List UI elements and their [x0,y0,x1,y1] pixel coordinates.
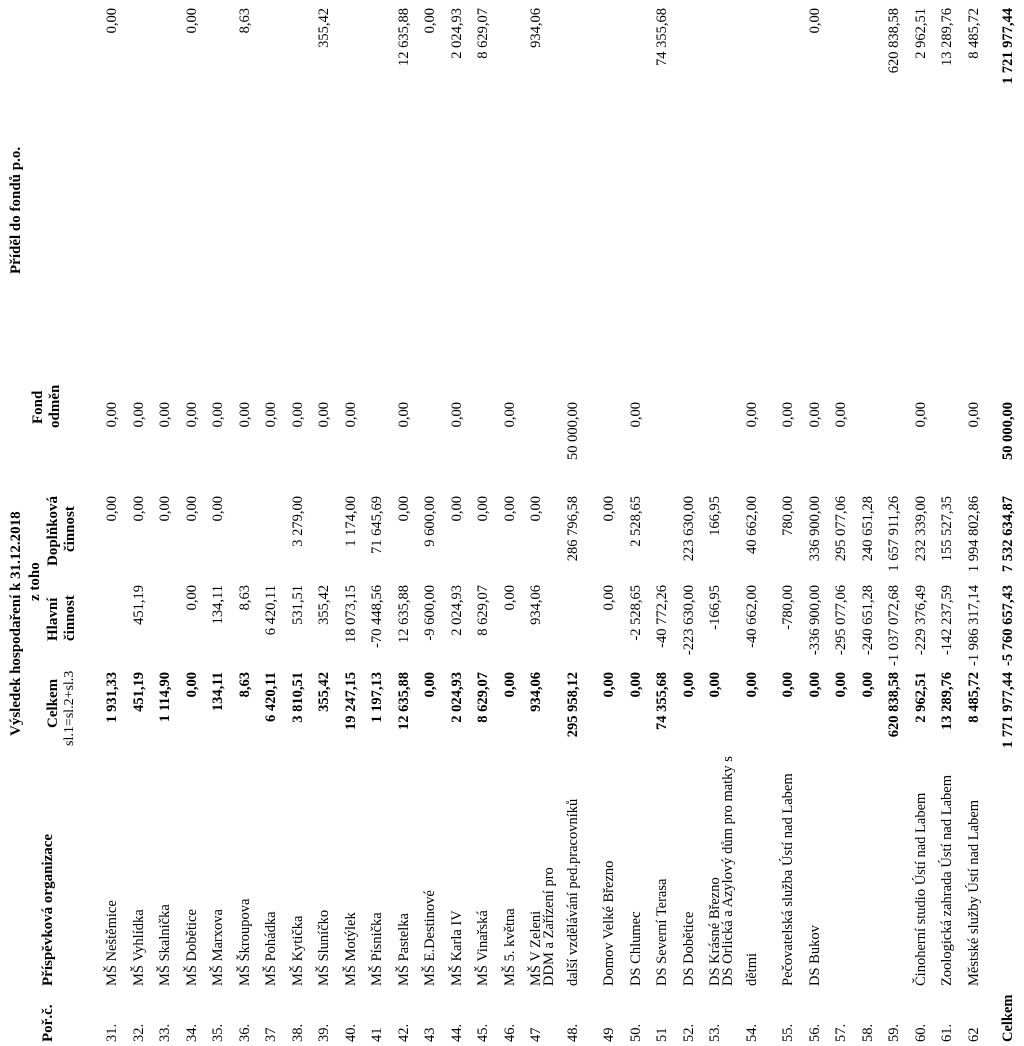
totals-total: 1 771 977,44 [1000,672,1016,749]
row-fund-allocation: 0,00 [806,8,823,34]
row-number: 61. [939,1023,955,1042]
row-number: 46. [501,1023,518,1042]
row-main-activity: 355,42 [316,585,332,625]
col-group-label: z toho [27,562,43,601]
row-side-activity: 240 651,28 [859,496,876,562]
row-organization: Pečovatelská služba Ústí nad Labem [780,773,796,986]
row-number: 58. [859,1023,876,1042]
row-side-activity: 336 900,00 [806,496,823,562]
row-fund-allocation: 355,42 [316,8,332,48]
row-side-activity: 0,00 [210,496,226,522]
row-side-activity: 0,00 [183,496,200,522]
row-side-activity: 2 528,65 [627,496,644,547]
row-total: 934,06 [528,672,544,712]
row-main-activity: 12 635,88 [395,585,412,643]
row-number: 42. [395,1023,412,1042]
row-organization: MŠ Sluníčko [316,909,332,986]
row-main-activity: -295 077,06 [833,585,849,656]
row-reward-fund: 0,00 [130,402,147,428]
table-row [233,0,259,1046]
row-side-activity: 9 600,00 [422,496,438,547]
row-organization: DS Dobětice [680,911,697,986]
row-main-activity: -2 528,65 [627,585,644,641]
row-reward-fund: 0,00 [263,402,279,428]
row-number: 56. [806,1023,823,1042]
table-row [856,0,882,1046]
row-main-activity: 8,63 [236,585,253,611]
col-header-allocation: Příděl do fondů p.o. [8,146,24,274]
row-reward-fund: 0,00 [448,402,465,428]
row-side-activity: 780,00 [780,496,796,536]
row-main-activity: -9 600,00 [422,585,438,641]
row-total: 0,00 [707,672,723,698]
row-total: 0,00 [501,672,518,698]
table-row [962,0,988,1046]
row-organization: DS Orlická a Azylový dům pro matky s [719,756,736,986]
table-row [829,0,855,1046]
table-row [286,0,312,1046]
row-organization: MŠ Vyhlídka [130,909,147,986]
row-main-activity: 6 420,11 [263,585,279,636]
row-total: 8 629,07 [475,672,491,723]
row-side-activity: 0,00 [601,496,617,522]
row-total: 620 838,58 [886,672,902,738]
row-reward-fund: 0,00 [183,402,200,428]
col-header-main-2: činnost [62,595,78,641]
row-total: 0,00 [743,672,760,698]
row-organization: MŠ Škroupova [236,898,253,986]
totals-side: 7 532 634,87 [1000,496,1016,573]
table-row [471,0,497,1046]
row-number: 43 [422,1027,438,1042]
row-main-activity: -1 037 072,68 [886,585,902,666]
row-organization: Zoologická zahrada Ústí nad Labem [939,775,955,986]
row-total: 12 635,88 [395,672,412,730]
table-row [935,0,961,1046]
row-number: 36. [236,1023,253,1042]
row-organization-line2: dětmi [743,952,760,986]
col-header-total: Celkem [45,678,61,728]
row-total: 2 962,51 [912,672,929,723]
table-row [100,0,126,1046]
row-side-activity: 1 657 911,26 [886,496,902,572]
row-number: 53. [707,1023,723,1042]
row-organization: MŠ Marxova [210,909,226,986]
row-main-activity: -240 651,28 [859,585,876,656]
row-reward-fund: 0,00 [236,402,253,428]
row-total: 0,00 [680,672,697,698]
row-main-activity: -780,00 [780,585,796,630]
row-side-activity: 40 662,00 [743,496,760,554]
row-reward-fund: 50 000,00 [564,402,581,460]
row-reward-fund: 0,00 [395,402,412,428]
row-number: 49 [601,1027,617,1042]
row-side-activity: 0,00 [501,496,518,522]
row-main-activity: 0,00 [183,585,200,611]
row-side-activity: 0,00 [157,496,173,522]
row-side-activity: 1 174,00 [342,496,359,547]
row-side-activity: 0,00 [448,496,465,522]
row-organization: MŠ Dobětice [183,909,200,986]
row-number: 35. [210,1023,226,1042]
row-number: 59. [886,1023,902,1042]
row-total: 2 024,93 [448,672,465,723]
table-row [392,0,418,1046]
row-total: 8,63 [236,672,253,698]
row-total: 0,00 [601,672,617,698]
row-reward-fund: 0,00 [965,402,982,428]
row-organization: MŠ Pastelka [395,913,412,986]
row-reward-fund: 0,00 [316,402,332,428]
totals-allocation: 1 721 977,44 [1000,8,1016,85]
row-main-activity: -336 900,00 [806,585,823,656]
row-total: 19 247,15 [342,672,359,730]
row-organization: MŠ 5. května [501,908,518,986]
row-total: 0,00 [627,672,644,698]
row-number: 33. [157,1023,173,1042]
row-organization: MŠ Karla IV [448,910,465,986]
table-row [339,0,365,1046]
row-main-activity: -1 986 317,14 [965,585,982,666]
row-main-activity: -142 237,59 [939,585,955,656]
row-reward-fund: 0,00 [912,402,929,428]
row-total: 451,19 [130,672,147,712]
row-total: 0,00 [806,672,823,698]
row-side-activity: 71 645,69 [369,496,385,554]
row-number: 55. [780,1023,796,1042]
col-header-main-1: Hlavní [45,597,61,641]
row-number: 47 [528,1027,544,1042]
row-number: 60. [912,1023,929,1042]
table-row [180,0,206,1046]
row-total: 0,00 [859,672,876,698]
row-total: 134,11 [210,672,226,712]
row-fund-allocation: 0,00 [422,8,438,34]
row-side-activity: 286 796,58 [564,496,581,562]
row-total: 1 114,90 [157,672,173,722]
row-main-activity: 18 073,15 [342,585,359,643]
row-number: 57. [833,1023,849,1042]
row-number: 44. [448,1023,465,1042]
table-row [418,0,444,1046]
row-organization: MŠ V Zeleni [528,910,544,986]
row-number: 51 [654,1027,670,1042]
row-number: 52. [680,1023,697,1042]
row-organization-line2: další vzdělávání ped.pracovníků [564,798,581,986]
col-header-fund-1: Fond [30,390,46,424]
row-fund-allocation: 2 024,93 [448,8,465,59]
row-main-activity: 0,00 [501,585,518,611]
row-total: 8 485,72 [965,672,982,723]
row-total: 1 931,33 [104,672,120,723]
row-side-activity: 0,00 [528,496,544,522]
row-reward-fund: 0,00 [342,402,359,428]
row-side-activity: 232 339,00 [912,496,929,562]
row-number: 37 [263,1027,279,1042]
table-row [909,0,935,1046]
totals-fund: 50 000,00 [1000,402,1016,460]
row-reward-fund: 0,00 [627,402,644,428]
row-fund-allocation: 8,63 [236,8,253,34]
row-main-activity: 934,06 [528,585,544,625]
table-row [365,0,391,1046]
table-row [677,0,703,1046]
totals-label: Celkem [1000,994,1016,1042]
row-main-activity: 2 024,93 [448,585,465,636]
row-fund-allocation: 13 289,76 [939,8,955,66]
row-number: 50. [627,1023,644,1042]
row-side-activity: 0,00 [130,496,147,522]
row-organization: DS Severní Terasa [654,878,670,986]
table-row [206,0,232,1046]
row-organization: Domov Velké Březno [601,860,617,986]
row-total: 74 355,68 [654,672,670,730]
row-main-activity: -223 630,00 [680,585,697,656]
table-row [776,0,802,1046]
row-side-activity: 0,00 [104,496,120,522]
col-header-fund-2: odměn [47,384,63,428]
row-side-activity: 223 630,00 [680,496,697,562]
row-side-activity: 166,95 [707,496,723,536]
row-number: 31. [104,1023,120,1042]
row-fund-allocation: 0,00 [183,8,200,34]
table-row [498,0,524,1046]
row-reward-fund: 0,00 [780,402,796,428]
row-side-activity: 3 279,00 [289,496,306,547]
table-row [803,0,829,1046]
row-total: 3 810,51 [289,672,306,723]
table-row [153,0,179,1046]
row-total: 13 289,76 [939,672,955,730]
row-main-activity: -166,95 [707,585,723,630]
row-organization: Činoherní studio Ústí nad Labem [912,792,929,986]
row-organization: DDM a Zařízení pro [540,867,557,986]
table-row [259,0,285,1046]
row-main-activity: 451,19 [130,585,147,625]
row-reward-fund: 0,00 [104,402,120,428]
row-side-activity: 0,00 [475,496,491,522]
row-fund-allocation: 12 635,88 [395,8,412,66]
row-number: 41 [369,1027,385,1042]
row-fund-allocation: 620 838,58 [886,8,902,74]
row-number: 54. [743,1023,760,1042]
row-organization: MŠ E.Destinové [422,890,438,986]
table-title: Výsledek hospodaření k 31.12.2018 [8,511,24,736]
row-total: 1 197,13 [369,672,385,723]
row-number: 39. [316,1023,332,1042]
row-main-activity: -70 448,56 [369,585,385,648]
row-organization: Městské služby Ústí nad Labem [965,799,982,986]
row-number: 45. [475,1023,491,1042]
row-organization: DS Krásné Březno [707,877,723,986]
totals-main: -5 760 657,43 [1000,585,1016,666]
row-number: 38. [289,1023,306,1042]
row-organization: MŠ Motýlek [342,912,359,986]
row-reward-fund: 0,00 [806,402,823,428]
row-number: 40. [342,1023,359,1042]
row-total: 295 958,12 [564,672,581,738]
row-side-activity: 155 527,35 [939,496,955,562]
row-main-activity: 8 629,07 [475,585,491,636]
row-number: 48. [564,1023,581,1042]
table-row [597,0,623,1046]
row-total: 0,00 [780,672,796,698]
row-total: 0,00 [183,672,200,698]
row-fund-allocation: 8 485,72 [965,8,982,59]
row-reward-fund: 0,00 [743,402,760,428]
row-total: 6 420,11 [263,672,279,722]
col-header-org: Příspěvková organizace [40,833,56,986]
row-reward-fund: 0,00 [289,402,306,428]
row-organization: DS Bukov [806,925,823,986]
row-total: 0,00 [833,672,849,698]
row-total: 355,42 [316,672,332,712]
row-organization: MŠ Písnička [369,912,385,986]
row-reward-fund: 0,00 [210,402,226,428]
row-fund-allocation: 8 629,07 [475,8,491,59]
row-main-activity: -229 376,49 [912,585,929,656]
col-header-side-2: činnost [62,506,78,552]
row-main-activity: 531,51 [289,585,306,625]
row-organization: MŠ Vinařská [475,910,491,986]
totals-row [996,0,1022,1046]
row-fund-allocation: 74 355,68 [654,8,670,66]
row-fund-allocation: 934,06 [528,8,544,48]
table-row [445,0,471,1046]
row-main-activity: 0,00 [601,585,617,611]
row-organization: MŠ Skalnička [157,904,173,986]
row-organization: MŠ Neštěmice [104,900,120,986]
row-fund-allocation: 2 962,51 [912,8,929,59]
row-number: 32. [130,1023,147,1042]
table-row [719,0,766,1046]
row-main-activity: -40 662,00 [743,585,760,648]
row-side-activity: 1 994 802,86 [965,496,982,573]
table-row [127,0,153,1046]
row-number: 34. [183,1023,200,1042]
row-reward-fund: 0,00 [157,402,173,428]
row-side-activity: 0,00 [395,496,412,522]
row-main-activity: 134,11 [210,585,226,625]
table-row [624,0,650,1046]
table-row [540,0,587,1046]
row-organization: DS Chlumec [627,911,644,986]
row-side-activity: 295 077,06 [833,496,849,562]
table-row [650,0,676,1046]
col-header-side-1: Doplňková [45,495,61,566]
col-header-total-sub: sl.1=sl.2+sl.3 [62,670,77,746]
row-organization: MŠ Pohádka [263,911,279,986]
row-total: 0,00 [422,672,438,698]
row-reward-fund: 0,00 [833,402,849,428]
row-reward-fund: 0,00 [501,402,518,428]
table-row [882,0,908,1046]
row-number: 62 [965,1027,982,1042]
table-row [312,0,338,1046]
col-header-num: Poř.č. [40,1004,56,1042]
row-main-activity: -40 772,26 [654,585,670,648]
row-organization: MŠ Kytička [289,915,306,986]
row-fund-allocation: 0,00 [104,8,120,34]
